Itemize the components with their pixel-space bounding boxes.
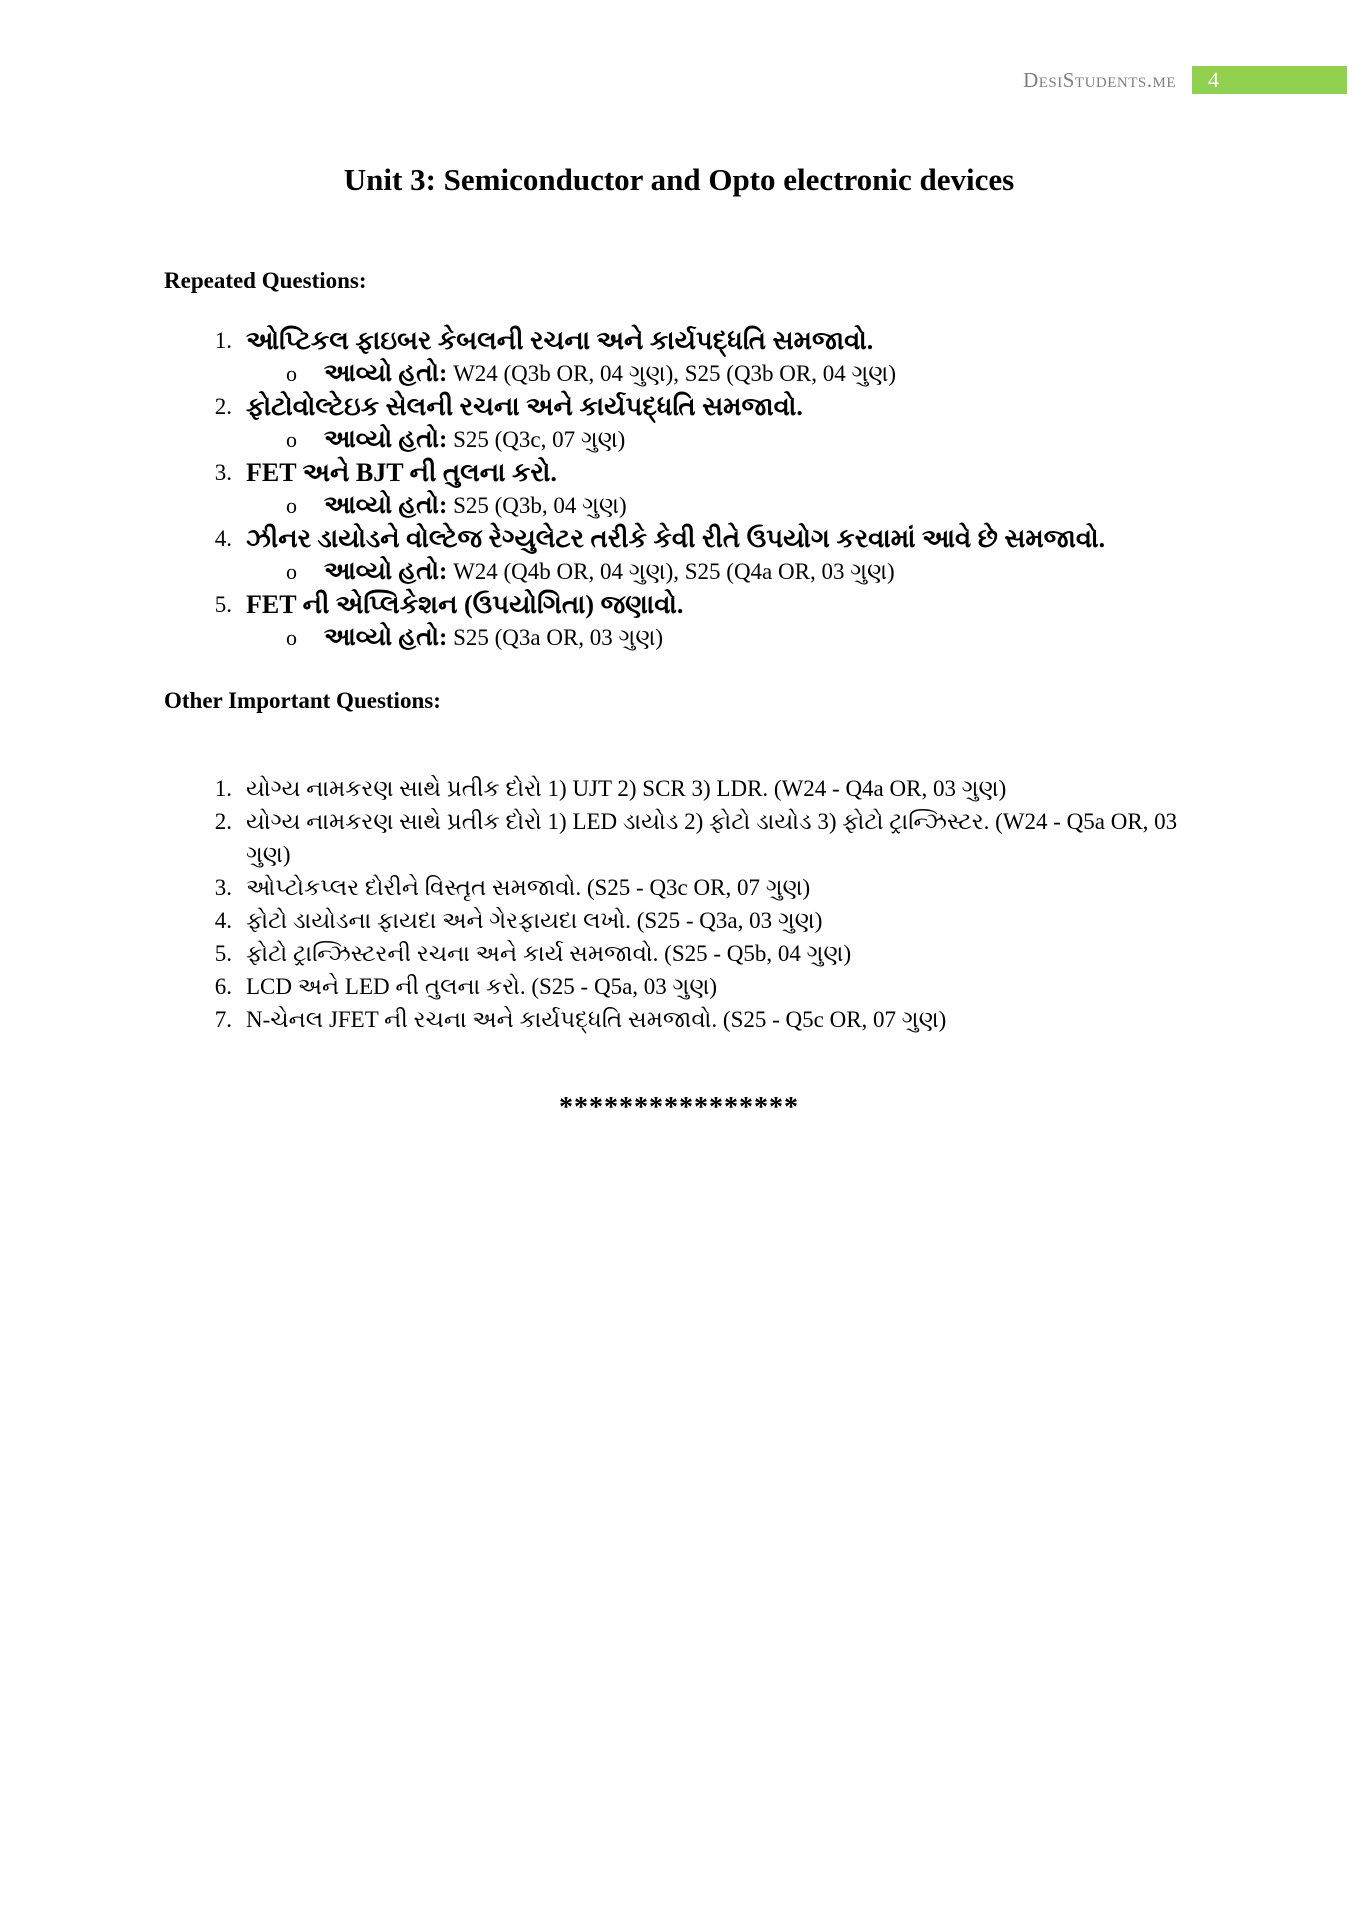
section-divider-stars: **************** [559, 1092, 799, 1123]
item-number: 5. [214, 941, 232, 966]
item-number: 2. [214, 809, 232, 834]
asked-value: W24 (Q4b OR, 04 ગુણ), S25 (Q4a OR, 03 ગુણ) [453, 559, 895, 584]
asked-detail [204, 621, 1204, 654]
circle-bullet-icon: o [286, 559, 297, 584]
list-item [204, 324, 1204, 357]
asked-detail [204, 423, 1204, 456]
repeated-questions-heading: Repeated Questions: [164, 268, 367, 293]
asked-value: S25 (Q3c, 07 ગુણ) [453, 427, 626, 452]
question-text: ઓપ્ટોકપ્લર દોરીને વિસ્તૃત સમજાવો. (S25 - Q3c OR, 07 ગુણ) [246, 875, 811, 900]
asked-value: W24 (Q3b OR, 04 ગુણ), S25 (Q3b OR, 04 ગુણ) [453, 361, 897, 386]
question-text: ફોટો ટ્રાન્ઝિસ્ટરની રચના અને કાર્ય સમજાવો. (S25 - Q5b, 04 ગુણ) [246, 941, 852, 966]
question-text: યોગ્ય નામકરણ સાથે પ્રતીક દોરો 1) UJT 2) SCR 3) LDR. (W24 - Q4a OR, 03 ગુણ) [246, 776, 1007, 801]
asked-label: આવ્યો હતો: [324, 558, 448, 585]
asked-label: આવ્યો હતો: [324, 426, 448, 453]
question-text: FET અને BJT ની તુલના કરો. [246, 458, 557, 487]
list-item [204, 1003, 1204, 1036]
asked-value: S25 (Q3a OR, 03 ગુણ) [453, 625, 664, 650]
asked-label: આવ્યો હતો: [324, 624, 448, 651]
page-number-box [1192, 66, 1347, 94]
asked-value: S25 (Q3b, 04 ગુણ) [453, 493, 627, 518]
circle-bullet-icon: o [286, 427, 297, 452]
question-text: FET ની એપ્લિકેશન (ઉપયોગિતા) જણાવો. [246, 590, 684, 619]
asked-label: આવ્યો હતો: [324, 492, 448, 519]
list-item [204, 937, 1204, 970]
list-item [204, 522, 1204, 555]
item-number: 5. [214, 592, 232, 617]
question-text: ઓપ્ટિકલ ફાઇબર કેબલની રચના અને કાર્યપદ્ધતિ સમજાવો. [246, 326, 874, 355]
other-questions-list [204, 772, 1204, 1036]
question-text: ફોટોવોલ્ટેઇક સેલની રચના અને કાર્યપદ્ધતિ સમજાવો. [246, 392, 803, 421]
question-text: ફોટો ડાયોડના ફાયદા અને ગેરફાયદા લખો. (S25 - Q3a, 03 ગુણ) [246, 908, 823, 933]
item-number: 1. [214, 328, 232, 353]
circle-bullet-icon: o [286, 493, 297, 518]
list-item [204, 772, 1204, 805]
item-number: 6. [214, 974, 232, 999]
item-number: 7. [214, 1007, 232, 1032]
question-text: યોગ્ય નામકરણ સાથે પ્રતીક દોરો 1) LED ડાયોડ 2) ફોટો ડાયોડ 3) ફોટો ટ્રાન્ઝિસ્ટર. (W24 - Q5a OR, 03 ગુણ) [246, 809, 1178, 867]
list-item [204, 588, 1204, 621]
list-item [204, 390, 1204, 423]
page-number: 4 [1208, 67, 1219, 92]
site-name: DesiStudents.me [1023, 68, 1176, 92]
question-text: LCD અને LED ની તુલના કરો. (S25 - Q5a, 03 ગુણ) [246, 974, 718, 999]
list-item [204, 805, 1204, 871]
item-number: 1. [214, 776, 232, 801]
question-text: N-ચેનલ JFET ની રચના અને કાર્યપદ્ધતિ સમજાવો. (S25 - Q5c OR, 07 ગુણ) [246, 1007, 947, 1032]
item-number: 3. [214, 460, 232, 485]
asked-detail [204, 489, 1204, 522]
list-item [204, 904, 1204, 937]
asked-detail [204, 555, 1204, 588]
page-header [0, 66, 1358, 96]
circle-bullet-icon: o [286, 625, 297, 650]
item-number: 2. [214, 394, 232, 419]
asked-label: આવ્યો હતો: [324, 360, 448, 387]
page-title: Unit 3: Semiconductor and Opto electronic devices [343, 162, 1015, 197]
list-item [204, 970, 1204, 1003]
asked-detail [204, 357, 1204, 390]
item-number: 4. [214, 908, 232, 933]
question-text: ઝીનર ડાયોડને વોલ્ટેજ રેગ્યુલેટર તરીકે કેવી રીતે ઉપયોગ કરવામાં આવે છે સમજાવો. [246, 524, 1106, 553]
item-number: 3. [214, 875, 232, 900]
list-item [204, 456, 1204, 489]
item-number: 4. [214, 526, 232, 551]
repeated-questions-list [204, 324, 1204, 654]
list-item [204, 871, 1204, 904]
circle-bullet-icon: o [286, 361, 297, 386]
other-questions-heading: Other Important Questions: [164, 688, 441, 713]
